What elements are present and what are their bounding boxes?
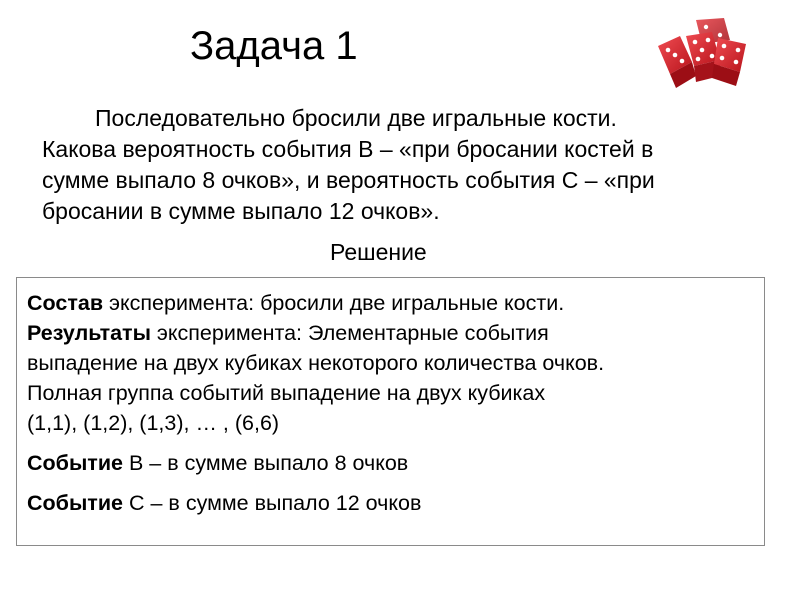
event-c-term: Событие [27,491,124,515]
composition-text: эксперимента: бросили две игральные кости. [103,291,565,315]
solution-heading: Решение [330,239,427,265]
results-text: эксперимента: Элементарные события [150,321,549,345]
problem-line: Какова вероятность события В – «при бросании костей в [42,136,654,162]
slide-title: Задача 1 [190,24,358,68]
solution-box [16,277,765,546]
outcomes-list: (1,1), (1,2), (1,3), … , (6,6) [27,411,280,435]
die-right [712,38,746,86]
composition-term: Состав [27,291,104,315]
results-row [27,318,764,348]
event-c-row [27,488,764,518]
event-b-row [27,448,764,478]
composition-row [27,288,764,318]
results-continuation: Полная группа событий выпадение на двух кубиках [27,381,546,405]
results-continuation: выпадение на двух кубиках некоторого количества очков. [27,351,605,375]
problem-line: бросании в сумме выпало 12 очков». [42,198,440,224]
event-b-term: Событие [27,451,124,475]
event-b-text: В – в сумме выпало 8 очков [123,451,409,475]
results-term: Результаты [27,321,151,345]
problem-line: сумме выпало 8 очков», и вероятность события С – «при [42,167,655,193]
red-dice-icon [650,14,760,94]
event-c-text: С – в сумме выпало 12 очков [123,491,422,515]
problem-statement [42,103,772,227]
problem-line: Последовательно бросили две игральные кости. [95,105,617,131]
